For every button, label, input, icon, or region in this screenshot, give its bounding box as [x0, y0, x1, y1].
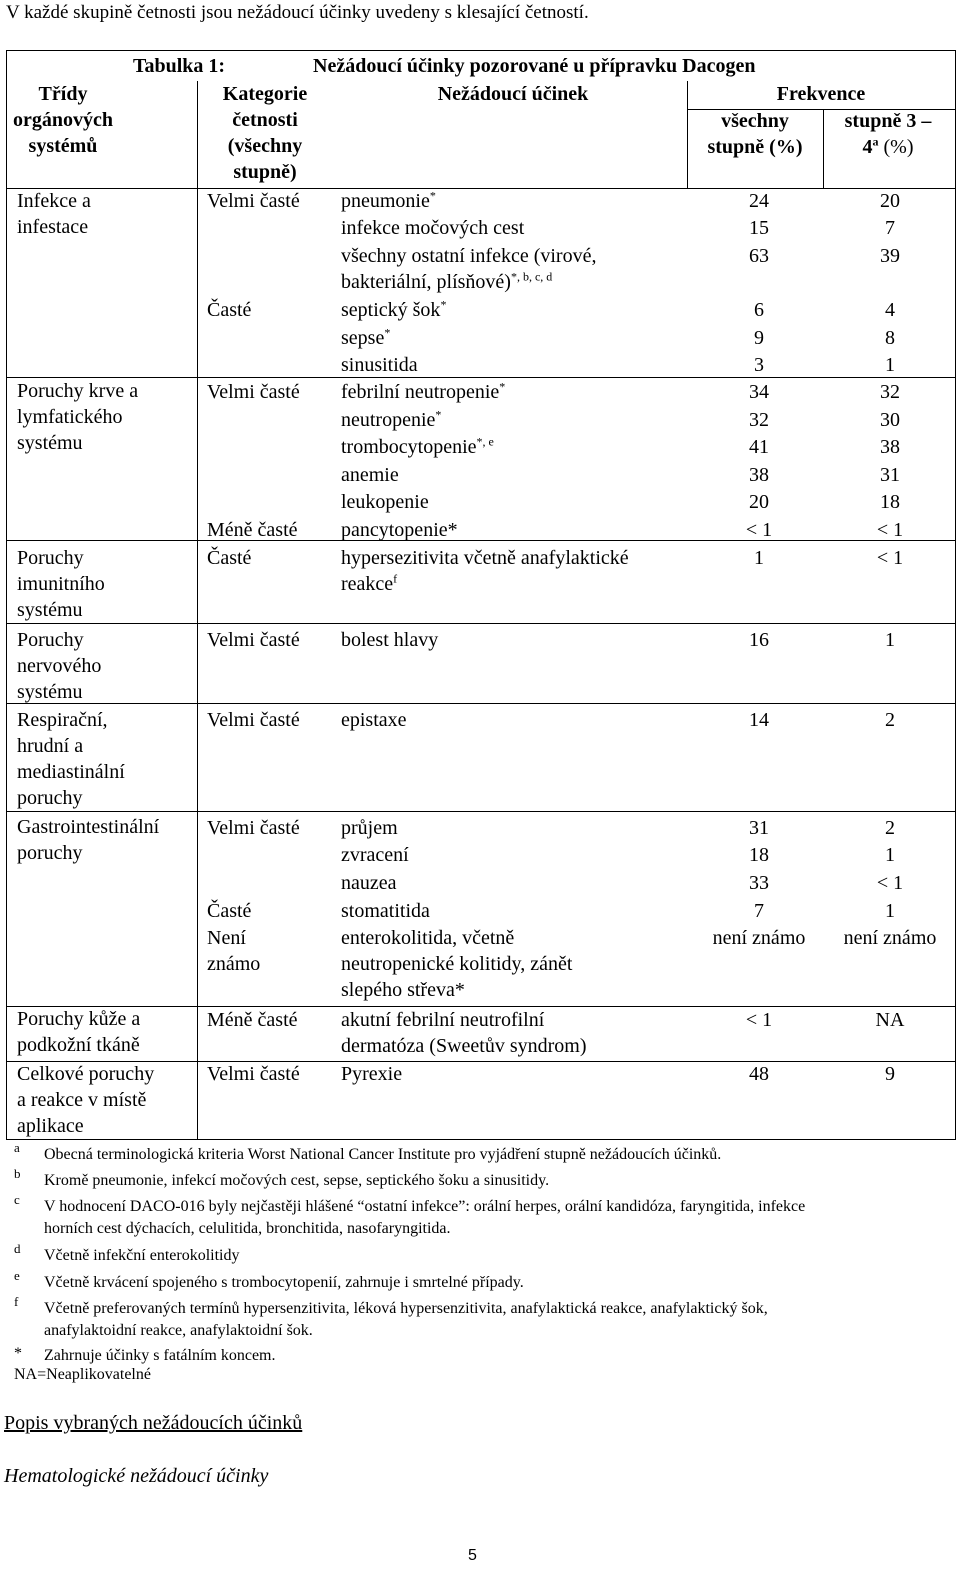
footnote-mark: a — [14, 1140, 20, 1155]
footnote-marker: * — [440, 297, 447, 312]
footnote-marker: *, e — [476, 434, 494, 449]
freq-grade34: 1 — [885, 844, 895, 866]
effect-name: nauzea — [341, 872, 397, 894]
soc-label: Poruchy krve a lymfatického systému — [17, 380, 139, 454]
footnote-mark: * — [14, 1345, 22, 1362]
header-effect: Nežádoucí účinek — [437, 83, 589, 105]
footnote-mark: d — [14, 1241, 21, 1256]
intro-text: V každé skupině četnosti jsou nežádoucí účinky uvedeny s klesající četností. — [6, 2, 589, 23]
footnote-mark: b — [14, 1166, 21, 1181]
category-label: Velmi časté — [207, 381, 300, 403]
effect-name: epistaxe — [341, 709, 407, 731]
soc-col-rule — [197, 81, 198, 1139]
footnote-text: V hodnocení DACO-016 byly nejčastěji hlášené “ostatní infekce”: orální herpes, orální kandidóza, faryngitida, infekce horních cest dýchacích, celulitida, bronchitida, nasofaryngitida. — [44, 1198, 806, 1237]
freq-grade34: 1 — [885, 629, 895, 651]
header-frequency: Frekvence — [776, 83, 866, 105]
effect-name: neutropenie* — [341, 407, 442, 431]
footnote-marker: * — [429, 188, 436, 203]
adverse-effects-table — [6, 50, 956, 1140]
freq-grade34: 38 — [880, 436, 900, 458]
category-label: Časté — [207, 299, 252, 321]
freq-all-grades: 34 — [749, 381, 769, 403]
soc-label: Respirační, hrudní a mediastinální poruchy — [17, 709, 125, 809]
footnote-text: Včetně infekční enterokolitidy — [44, 1247, 240, 1264]
freq-all-grades: < 1 — [745, 1009, 773, 1031]
footnote-mark: f — [14, 1294, 19, 1309]
freq-all-grades: 38 — [749, 464, 769, 486]
category-label: Není známo — [207, 927, 261, 975]
freq-all-grades: 7 — [754, 900, 764, 922]
na-note: NA=Neaplikovatelné — [14, 1366, 151, 1383]
effect-name: Pyrexie — [341, 1063, 403, 1085]
effect-name: zvracení — [341, 844, 409, 866]
freq-all-grades: 20 — [749, 491, 769, 513]
effect-name: anemie — [341, 464, 399, 486]
footnote-mark: c — [14, 1192, 20, 1207]
freq-all-grades: 14 — [749, 709, 769, 731]
header-category: Kategorie četnosti (všechny stupně) — [222, 83, 308, 183]
footnote-text: Obecná terminologická kriteria Worst National Cancer Institute pro vyjádření stupně nežádoucích účinků. — [44, 1146, 722, 1163]
effect-name: leukopenie — [341, 491, 429, 513]
freq-all-grades: 31 — [749, 817, 769, 839]
freq-all-grades: 1 — [754, 547, 764, 569]
header-grade34: stupně 3 – 4$^a$ (%) — [844, 110, 932, 158]
effect-name: průjem — [341, 817, 398, 839]
freq-col-rule — [687, 81, 688, 189]
freq-grade34: 39 — [880, 245, 900, 267]
footnote-text: Kromě pneumonie, infekcí močových cest, sepse, septického šoku a sinusitidy. — [44, 1172, 550, 1189]
freq-grade34: 32 — [880, 381, 900, 403]
freq-all-grades: 32 — [749, 409, 769, 431]
category-label: Velmi časté — [207, 709, 300, 731]
effect-name: enterokolitida, včetně neutropenické kolitidy, zánět slepého střeva* — [341, 927, 573, 1001]
section-heading: Popis vybraných nežádoucích účinků — [4, 1412, 303, 1434]
freq-all-grades: < 1 — [745, 519, 773, 541]
effect-name: trombocytopenie$^{*, e}$ — [341, 434, 494, 458]
category-label: Velmi časté — [207, 817, 300, 839]
effect-name: všechny ostatní infekce (virové, bakteriální, plísňové)$^{*, b, c, d}$ — [341, 245, 597, 293]
freq-all-grades: 24 — [749, 190, 769, 212]
effect-name: sinusitida — [341, 354, 418, 376]
freq-all-grades: 48 — [749, 1063, 769, 1085]
freq-all-grades: není známo — [712, 927, 806, 949]
soc-label: Celkové poruchy a reakce v místě aplikace — [17, 1063, 155, 1137]
category-label: Méně časté — [207, 519, 298, 541]
soc-label: Poruchy nervového systému — [17, 629, 102, 703]
freq-all-grades: 41 — [749, 436, 769, 458]
page-number: 5 — [468, 1547, 477, 1564]
freq-grade34: 1 — [885, 354, 895, 376]
header-soc: Třídy orgánových systémů — [13, 83, 113, 157]
footnote-marker: * — [499, 379, 506, 394]
group-rule — [7, 623, 955, 624]
freq-grade34: 8 — [885, 327, 895, 349]
freq-grade34: 2 — [885, 817, 895, 839]
category-label: Velmi časté — [207, 190, 300, 212]
footnote-mark: e — [14, 1268, 20, 1283]
effect-name: pancytopenie* — [341, 519, 458, 541]
category-label: Velmi časté — [207, 629, 300, 651]
footnote-text: Včetně krvácení spojeného s trombocytopenií, zahrnuje i smrtelné případy. — [44, 1274, 524, 1291]
effect-name: pneumonie* — [341, 188, 436, 212]
grade-col-rule — [823, 109, 824, 189]
freq-grade34: 2 — [885, 709, 895, 731]
freq-all-grades: 16 — [749, 629, 769, 651]
freq-grade34: 7 — [885, 217, 895, 239]
freq-grade34: 1 — [885, 900, 895, 922]
freq-grade34: 9 — [885, 1063, 895, 1085]
freq-grade34: NA — [875, 1009, 905, 1031]
effect-name: febrilní neutropenie* — [341, 379, 506, 403]
effect-name: stomatitida — [341, 900, 430, 922]
freq-grade34: 4 — [885, 299, 895, 321]
footnote-text: Zahrnuje účinky s fatálním koncem. — [44, 1347, 276, 1364]
effect-name: akutní febrilní neutrofilní dermatóza (Sweetův syndrom) — [341, 1009, 587, 1057]
category-label: Časté — [207, 547, 252, 569]
freq-all-grades: 15 — [749, 217, 769, 239]
footnote-marker: *, b, c, d — [510, 269, 553, 284]
freq-grade34: 20 — [880, 190, 900, 212]
freq-grade34: < 1 — [876, 519, 904, 541]
effect-name: septický šok* — [341, 297, 447, 321]
header-all-grades: všechny stupně (%) — [707, 110, 803, 158]
footnote-marker: * — [435, 407, 442, 422]
category-label: Velmi časté — [207, 1063, 300, 1085]
table-caption-title: Nežádoucí účinky pozorované u přípravku Dacogen — [313, 55, 756, 77]
footnote-marker: * — [384, 325, 391, 340]
effect-name: infekce močových cest — [341, 217, 525, 239]
freq-all-grades: 18 — [749, 844, 769, 866]
frequency-rule — [687, 109, 955, 110]
table-caption — [7, 51, 955, 81]
freq-all-grades: 3 — [754, 354, 764, 376]
soc-label: Poruchy imunitního systému — [17, 547, 105, 621]
freq-grade34: 30 — [880, 409, 900, 431]
table-caption-label: Tabulka 1: — [133, 55, 226, 77]
effect-name: sepse* — [341, 325, 391, 349]
freq-grade34: < 1 — [876, 547, 904, 569]
soc-label: Infekce a infestace — [17, 190, 91, 238]
freq-all-grades: 9 — [754, 327, 764, 349]
group-rule — [7, 703, 955, 704]
group-rule — [7, 811, 955, 812]
freq-grade34: 31 — [880, 464, 900, 486]
freq-grade34: 18 — [880, 491, 900, 513]
effect-name: hypersezitivita včetně anafylaktické reakce$^f$ — [341, 547, 629, 595]
freq-all-grades: 6 — [754, 299, 764, 321]
footnote-marker: f — [393, 571, 398, 586]
category-label: Méně časté — [207, 1009, 298, 1031]
soc-label: Poruchy kůže a podkožní tkáně — [17, 1008, 141, 1056]
footnote-text: Včetně preferovaných termínů hypersenzitivita, léková hypersenzitivita, anafylaktická reakce, anafylaktický šok, anafylaktoidní reakce, anafylaktoidní šok. — [44, 1300, 768, 1339]
effect-name: bolest hlavy — [341, 629, 439, 651]
soc-label: Gastrointestinální poruchy — [17, 816, 160, 864]
freq-all-grades: 33 — [749, 872, 769, 894]
category-label: Časté — [207, 900, 252, 922]
freq-grade34: není známo — [843, 927, 937, 949]
subsection-heading: Hematologické nežádoucí účinky — [4, 1465, 269, 1487]
freq-grade34: < 1 — [876, 872, 904, 894]
freq-all-grades: 63 — [749, 245, 769, 267]
